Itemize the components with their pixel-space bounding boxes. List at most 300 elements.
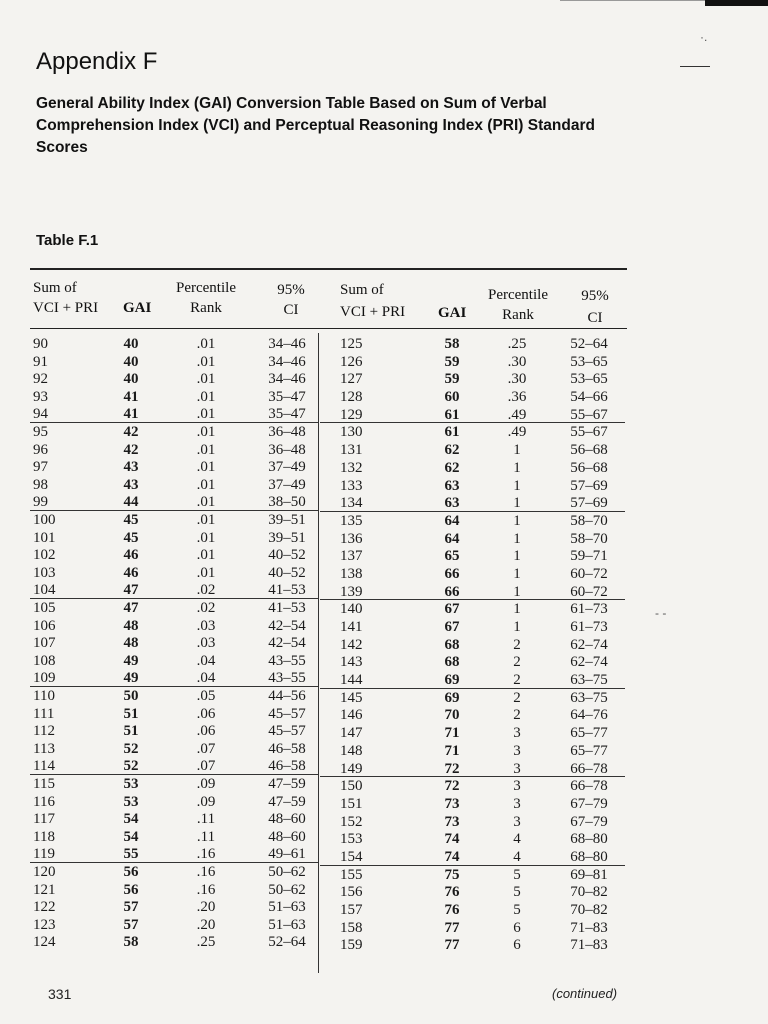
scan-mark: ·. [700,30,708,44]
cell-sum: 137 [340,548,363,565]
cell-sum: 121 [33,881,56,898]
cell-ci: 37–49 [268,476,306,493]
cell-sum: 143 [340,654,363,671]
cell-sum: 129 [340,406,363,423]
cell-gai: 72 [444,778,460,795]
cell-pct: .49 [507,406,527,423]
cell-ci: 60–72 [570,583,608,600]
cell-sum: 111 [33,705,55,722]
cell-ci: 39–51 [268,529,306,546]
cell-ci: 43–55 [268,670,306,687]
header-ci-line1: 95% [277,282,305,298]
table-row [0,600,640,618]
cell-sum: 115 [33,776,55,792]
cell-pct: .01 [196,336,216,352]
header-gai: GAI [123,300,152,316]
cell-gai: 62 [444,442,460,459]
cell-pct: 4 [513,831,521,848]
cell-gai: 50 [123,688,139,704]
cell-gai: 73 [444,795,460,812]
cell-gai: 76 [444,884,460,901]
cell-ci: 62–74 [570,654,608,671]
table-row [0,919,640,937]
cell-ci: 48–60 [268,811,306,828]
header-ci-line1-right: 95% [581,288,609,304]
table-row [0,335,640,353]
cell-pct: 4 [513,849,521,865]
cell-ci: 60–72 [570,565,608,582]
header-sum-line1-right: Sum of [340,282,384,298]
cell-pct: 6 [513,937,521,954]
cell-pct: 1 [513,548,521,565]
cell-gai: 74 [444,849,460,865]
cell-gai: 57 [123,899,139,916]
cell-ci: 70–82 [570,902,608,919]
cell-sum: 97 [33,459,48,476]
cell-gai: 43 [123,476,139,493]
cell-gai: 59 [444,371,460,388]
cell-sum: 132 [340,459,363,476]
cell-gai: 47 [123,600,139,616]
cell-ci: 54–66 [570,389,608,406]
header-ci-line2: CI [283,302,299,318]
cell-sum: 91 [33,353,48,370]
cell-gai: 57 [123,916,139,933]
cell-pct: 5 [513,884,521,901]
cell-gai: 42 [123,424,139,440]
cell-sum: 92 [33,371,48,388]
cell-pct: .11 [196,828,216,845]
cell-sum: 96 [33,441,48,458]
page-subtitle: General Ability Index (GAI) Conversion Table Based on Sum of Verbal Comprehension Index (VCI) and Perceptual Reasoning Index (PRI) Standard Scores [36,95,595,156]
table-label: Table F.1 [36,232,99,249]
cell-pct: .07 [196,758,216,775]
cell-ci: 71–83 [570,919,608,936]
continued-note: (continued) [552,986,618,1001]
cell-gai: 51 [123,723,139,740]
cell-gai: 76 [444,902,460,919]
cell-pct: .05 [196,688,216,704]
scan-mark-2: - - [655,606,667,620]
cell-sum: 155 [340,866,363,883]
cell-pct: .36 [507,389,527,406]
cell-ci: 56–68 [570,442,608,459]
cell-ci: 71–83 [570,937,608,954]
cell-sum: 124 [33,934,56,951]
table-row [0,901,640,919]
table-row [0,459,640,477]
header-percentile-line1-right: Percentile [488,287,548,303]
cell-gai: 63 [444,495,460,512]
cell-pct: .30 [507,353,527,370]
cell-ci: 41–53 [268,600,306,616]
cell-gai: 71 [444,742,460,759]
cell-ci: 42–54 [268,617,306,634]
cell-sum: 130 [340,424,363,441]
cell-sum: 109 [33,670,56,687]
cell-gai: 65 [444,548,460,565]
cell-gai: 77 [444,919,460,936]
cell-pct: .09 [196,793,216,810]
cell-sum: 158 [340,919,363,936]
cell-sum: 102 [33,547,56,564]
cell-sum: 125 [340,336,363,352]
cell-pct: .01 [196,529,216,546]
cell-pct: 1 [513,583,521,600]
cell-pct: 6 [513,919,521,936]
table-row [0,370,640,388]
cell-gai: 40 [123,353,139,370]
cell-ci: 69–81 [570,866,608,883]
table-row [0,406,640,424]
page-title: Appendix F [36,48,158,75]
cell-gai: 53 [123,776,139,792]
cell-pct: .01 [196,512,216,528]
cell-sum: 103 [33,564,56,581]
cell-ci: 47–59 [268,776,306,792]
cell-sum: 119 [33,846,55,863]
cell-ci: 58–70 [570,530,608,547]
cell-sum: 148 [340,742,363,759]
cell-gai: 61 [444,424,460,441]
cell-gai: 64 [444,512,460,529]
cell-ci: 61–73 [570,601,608,618]
cell-pct: .20 [196,899,216,916]
cell-pct: 1 [513,477,521,494]
table-row [0,441,640,459]
cell-gai: 49 [123,652,139,669]
cell-ci: 36–48 [268,424,306,440]
cell-sum: 106 [33,617,56,634]
table-row [0,636,640,654]
cell-pct: .16 [196,881,216,898]
cell-sum: 135 [340,512,363,529]
cell-gai: 67 [444,601,460,618]
cell-pct: .01 [196,476,216,493]
cell-pct: .01 [196,388,216,405]
cell-gai: 58 [123,934,139,951]
table-top-rule [30,268,627,270]
cell-ci: 62–74 [570,636,608,653]
cell-ci: 45–57 [268,705,306,722]
cell-ci: 64–76 [570,707,608,724]
header-sum-line2-right: VCI + PRI [340,304,406,320]
cell-pct: .06 [196,705,216,722]
table-row [0,830,640,848]
cell-pct: 1 [513,459,521,476]
table-row [0,512,640,530]
cell-pct: 2 [513,654,521,671]
cell-ci: 52–64 [268,934,306,951]
cell-sum: 150 [340,778,363,795]
cell-pct: 2 [513,636,521,653]
cell-pct: 3 [513,742,521,759]
cell-gai: 46 [123,547,139,564]
cell-pct: 1 [513,619,521,636]
cell-gai: 42 [123,441,139,458]
table-row [0,353,640,371]
header-percentile-line2-right: Rank [502,307,534,323]
top-edge-line [560,0,710,1]
cell-ci: 56–68 [570,459,608,476]
table-row [0,813,640,831]
cell-sum: 122 [33,899,56,916]
table-row [0,530,640,548]
table-row [0,777,640,795]
cell-ci: 46–58 [268,758,306,775]
header-percentile-line1: Percentile [176,280,236,296]
cell-ci: 49–61 [268,846,306,863]
cell-ci: 66–78 [570,778,608,795]
cell-pct: 3 [513,813,521,830]
cell-pct: .01 [196,406,216,423]
cell-sum: 136 [340,530,363,547]
cell-pct: 3 [513,795,521,812]
cell-pct: 1 [513,495,521,512]
cell-gai: 71 [444,725,460,742]
cell-gai: 55 [123,846,139,863]
table-row [0,547,640,565]
cell-gai: 59 [444,353,460,370]
header-percentile-line2: Rank [190,300,222,316]
cell-gai: 45 [123,529,139,546]
cell-sum: 98 [33,476,48,493]
cell-gai: 62 [444,459,460,476]
cell-ci: 34–46 [268,371,306,388]
cell-pct: .01 [196,494,216,511]
cell-gai: 54 [123,828,139,845]
cell-ci: 68–80 [570,849,608,865]
cell-ci: 67–79 [570,813,608,830]
cell-ci: 63–75 [570,689,608,706]
cell-pct: 3 [513,760,521,777]
cell-sum: 149 [340,760,363,777]
cell-sum: 159 [340,937,363,954]
cell-sum: 114 [33,758,55,775]
table-row [0,477,640,495]
cell-sum: 94 [33,406,48,423]
cell-sum: 105 [33,600,56,616]
cell-ci: 35–47 [268,388,306,405]
cell-sum: 101 [33,529,56,546]
table-row [0,565,640,583]
cell-gai: 60 [444,389,460,406]
table-row [0,494,640,512]
cell-pct: .01 [196,353,216,370]
cell-pct: .30 [507,371,527,388]
cell-pct: .16 [196,864,216,880]
cell-sum: 142 [340,636,363,653]
table-row [0,653,640,671]
cell-sum: 116 [33,793,55,810]
cell-pct: .20 [196,916,216,933]
table-row [0,883,640,901]
cell-sum: 113 [33,740,55,757]
cell-sum: 117 [33,811,55,828]
cell-gai: 40 [123,371,139,388]
cell-ci: 38–50 [268,494,306,511]
cell-ci: 36–48 [268,441,306,458]
cell-ci: 45–57 [268,723,306,740]
cell-gai: 53 [123,793,139,810]
cell-gai: 66 [444,565,460,582]
table-row [0,795,640,813]
cell-gai: 73 [444,813,460,830]
cell-sum: 95 [33,424,48,440]
cell-ci: 57–69 [570,495,608,512]
cell-gai: 66 [444,583,460,600]
cell-ci: 59–71 [570,548,608,565]
cell-sum: 145 [340,689,363,706]
cell-ci: 34–46 [268,353,306,370]
cell-gai: 61 [444,406,460,423]
cell-pct: 1 [513,530,521,547]
cell-sum: 156 [340,884,363,901]
cell-gai: 68 [444,654,460,671]
cell-gai: 51 [123,705,139,722]
cell-gai: 70 [444,707,460,724]
cell-pct: 2 [513,707,521,724]
table-row [0,671,640,689]
cell-pct: 3 [513,778,521,795]
cell-sum: 151 [340,795,363,812]
cell-ci: 51–63 [268,899,306,916]
header-sum-line1: Sum of [33,280,77,296]
scan-dash [680,66,710,67]
header-sum-line2: VCI + PRI [33,300,99,316]
cell-sum: 110 [33,688,55,704]
cell-pct: .06 [196,723,216,740]
cell-pct: 1 [513,442,521,459]
cell-gai: 74 [444,831,460,848]
cell-sum: 152 [340,813,363,830]
cell-ci: 68–80 [570,831,608,848]
header-gai-right: GAI [438,305,467,321]
cell-sum: 93 [33,388,48,405]
cell-gai: 63 [444,477,460,494]
table-row [0,724,640,742]
cell-ci: 57–69 [570,477,608,494]
cell-ci: 67–79 [570,795,608,812]
cell-gai: 67 [444,619,460,636]
cell-ci: 50–62 [268,881,306,898]
cell-pct: 1 [513,565,521,582]
cell-ci: 66–78 [570,760,608,777]
table-row [0,583,640,601]
cell-pct: .16 [196,846,216,863]
cell-ci: 34–46 [268,336,306,352]
cell-gai: 46 [123,564,139,581]
table-row [0,618,640,636]
cell-ci: 47–59 [268,793,306,810]
cell-gai: 44 [123,494,139,511]
cell-gai: 69 [444,689,460,706]
top-edge-bar [705,0,768,6]
cell-pct: .07 [196,740,216,757]
cell-ci: 37–49 [268,459,306,476]
cell-pct: .25 [507,336,527,352]
cell-ci: 50–62 [268,864,306,880]
cell-ci: 65–77 [570,742,608,759]
table-row [0,423,640,441]
cell-ci: 58–70 [570,512,608,529]
cell-pct: 2 [513,672,521,689]
cell-gai: 49 [123,670,139,687]
cell-pct: 3 [513,725,521,742]
cell-sum: 126 [340,353,363,370]
cell-pct: .49 [507,424,527,441]
cell-gai: 47 [123,582,139,599]
cell-ci: 42–54 [268,635,306,652]
cell-pct: 2 [513,689,521,706]
cell-pct: 1 [513,601,521,618]
cell-pct: .01 [196,459,216,476]
cell-gai: 69 [444,672,460,689]
cell-sum: 90 [33,336,48,352]
cell-sum: 147 [340,725,363,742]
cell-sum: 141 [340,619,363,636]
cell-pct: .09 [196,776,216,792]
cell-gai: 43 [123,459,139,476]
cell-ci: 51–63 [268,916,306,933]
cell-ci: 65–77 [570,725,608,742]
cell-sum: 146 [340,707,363,724]
cell-pct: .02 [196,582,216,599]
cell-gai: 64 [444,530,460,547]
table-row [0,866,640,884]
cell-sum: 154 [340,849,363,865]
cell-ci: 70–82 [570,884,608,901]
cell-sum: 104 [33,582,56,599]
cell-sum: 120 [33,864,56,880]
cell-sum: 100 [33,512,56,528]
cell-gai: 48 [123,635,139,652]
cell-sum: 123 [33,916,56,933]
cell-gai: 41 [123,406,139,423]
cell-gai: 48 [123,617,139,634]
cell-ci: 40–52 [268,564,306,581]
cell-sum: 138 [340,565,363,582]
header-bottom-rule [30,328,627,329]
cell-gai: 52 [123,740,139,757]
cell-sum: 108 [33,652,56,669]
cell-pct: 5 [513,866,521,883]
cell-ci: 39–51 [268,512,306,528]
cell-ci: 61–73 [570,619,608,636]
cell-pct: .01 [196,371,216,388]
cell-sum: 118 [33,828,55,845]
cell-pct: .01 [196,547,216,564]
cell-sum: 139 [340,583,363,600]
cell-pct: 1 [513,512,521,529]
cell-pct: .25 [196,934,216,951]
cell-sum: 140 [340,601,363,618]
cell-ci: 63–75 [570,672,608,689]
table-row [0,742,640,760]
cell-gai: 72 [444,760,460,777]
cell-ci: 40–52 [268,547,306,564]
page-number: 331 [48,986,72,1002]
cell-sum: 112 [33,723,55,740]
table-row [0,706,640,724]
cell-gai: 77 [444,937,460,954]
cell-ci: 55–67 [570,406,608,423]
table-row [0,848,640,866]
cell-sum: 128 [340,389,363,406]
cell-pct: .11 [196,811,216,828]
cell-sum: 153 [340,831,363,848]
cell-ci: 55–67 [570,424,608,441]
